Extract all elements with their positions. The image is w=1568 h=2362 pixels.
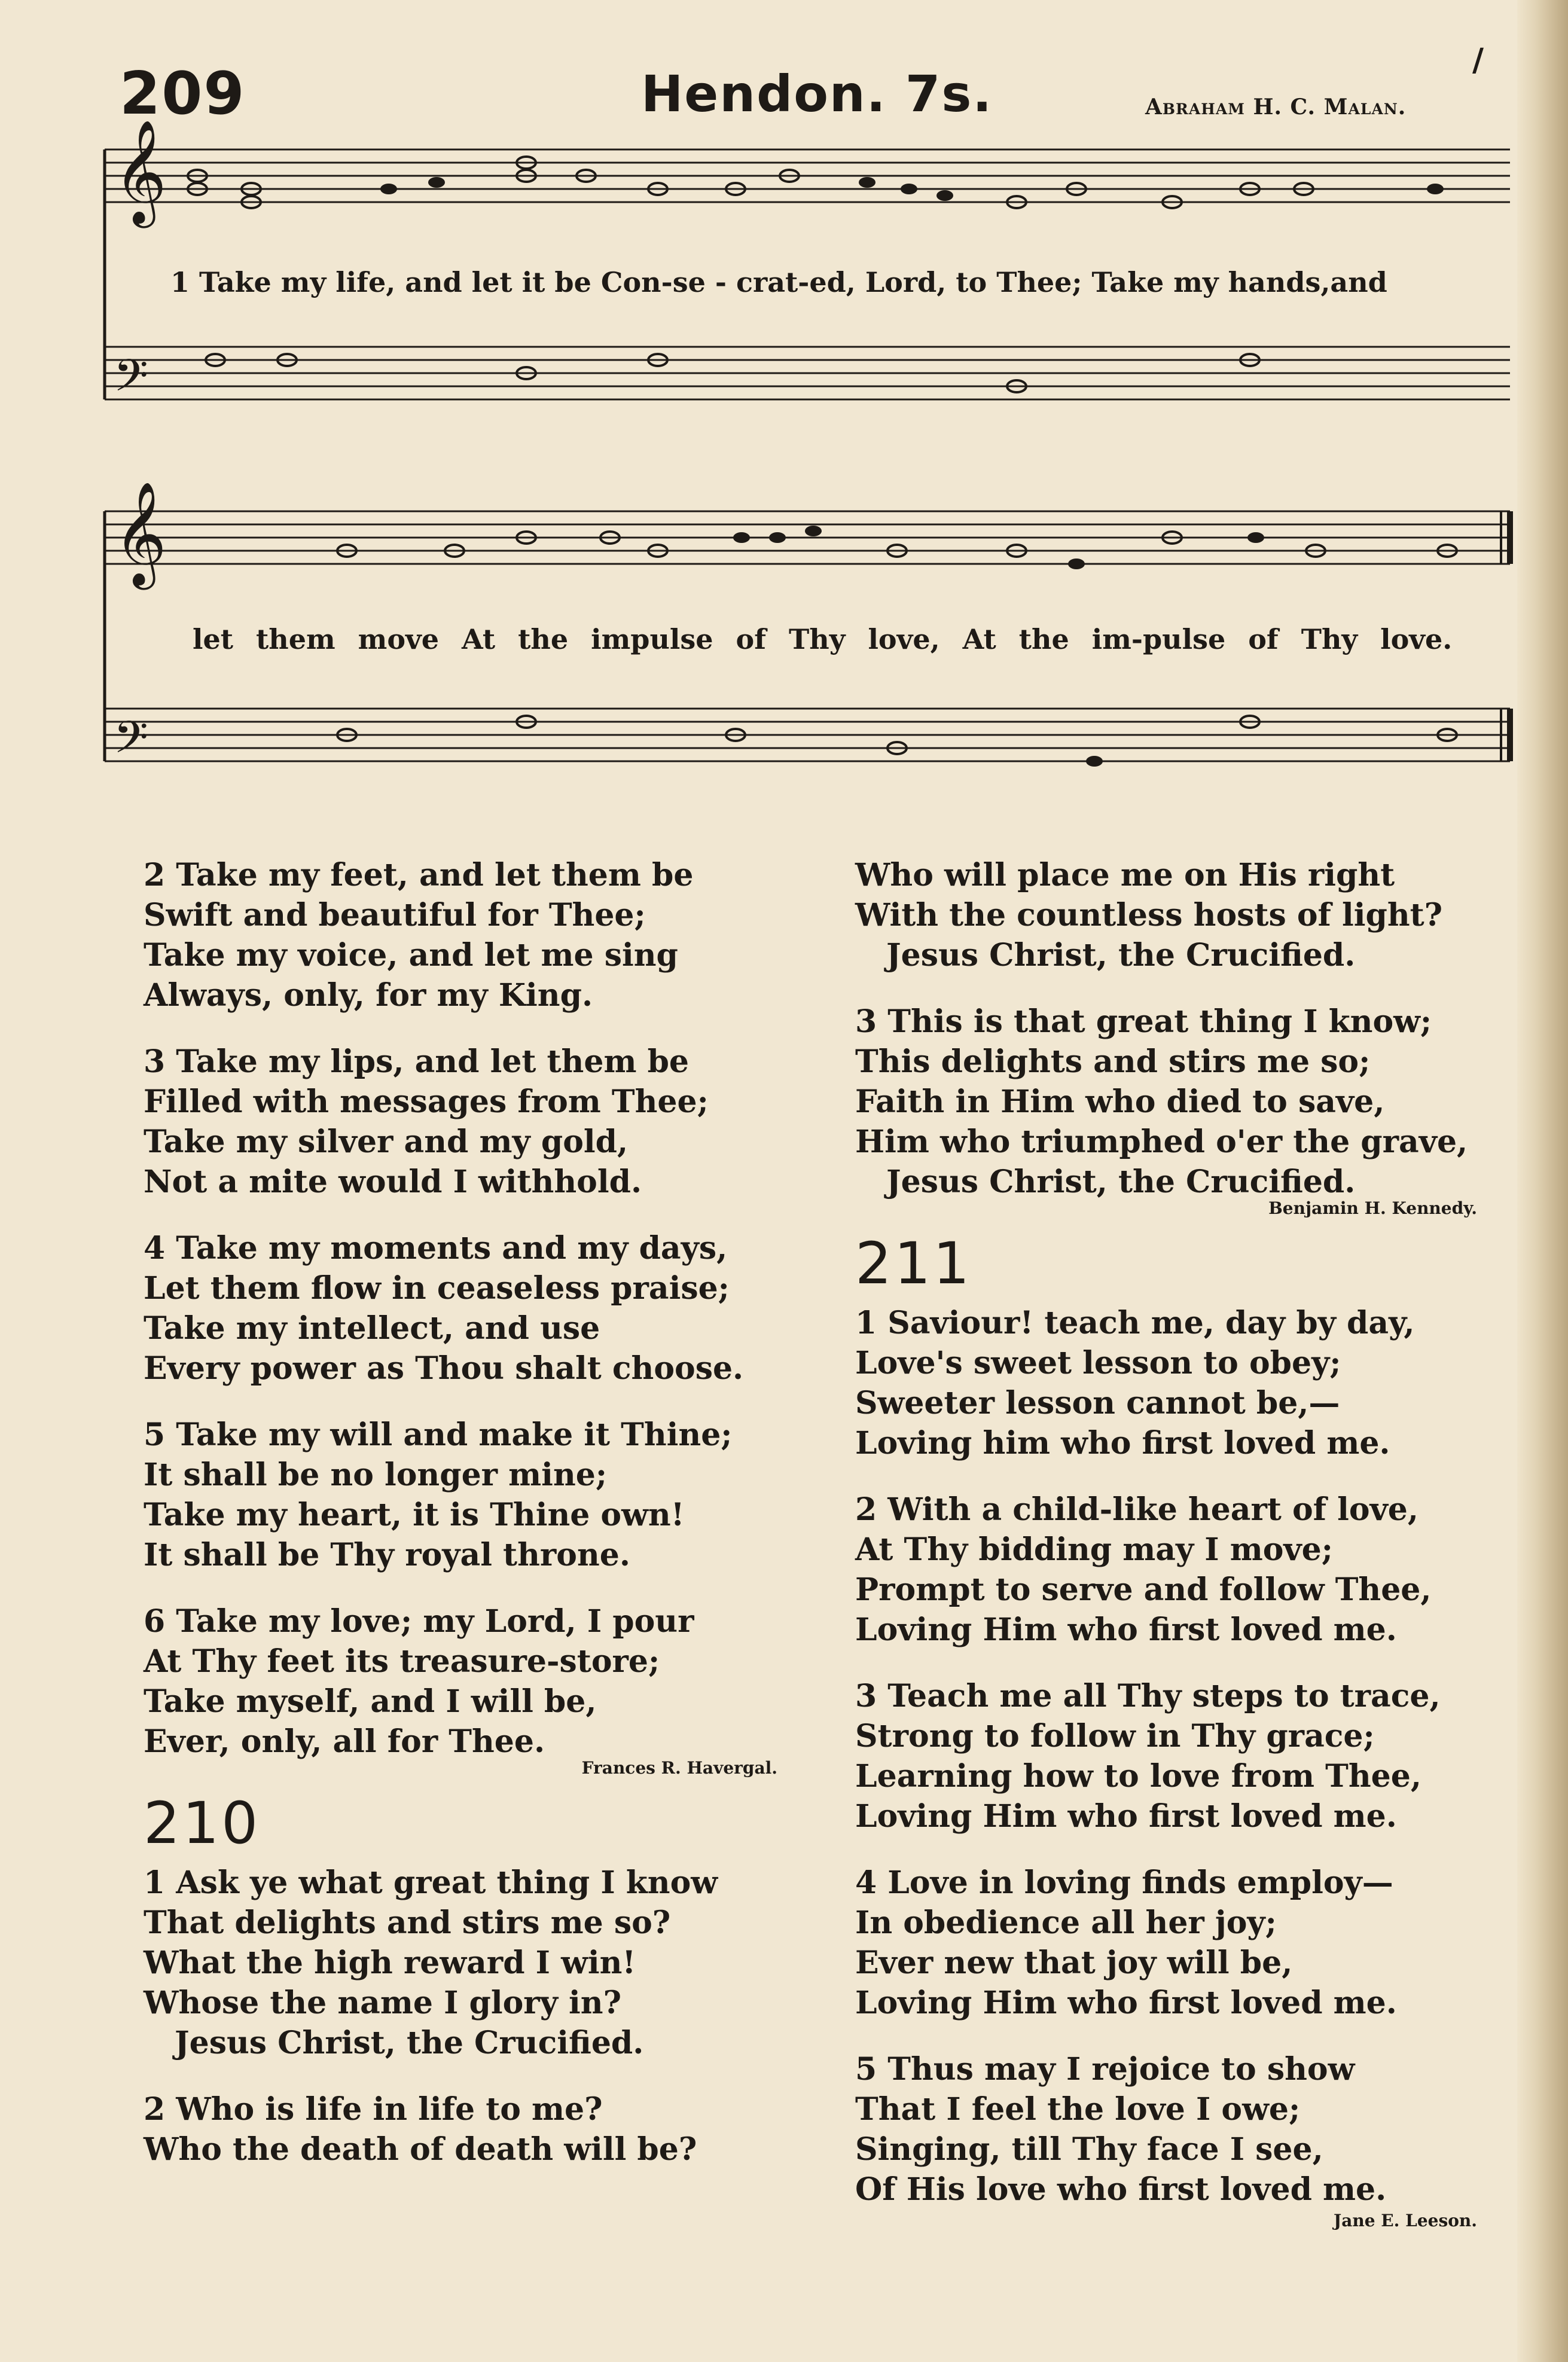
verse-line: It shall be Thy royal throne.: [144, 1537, 630, 1573]
final-barline: [1501, 511, 1510, 761]
verse-line: Learning how to love from Thee,: [855, 1758, 1421, 1795]
hymn-211-stanza-5: [855, 2049, 1507, 2210]
verse-line: This delights and stirs me so;: [855, 1043, 1371, 1080]
refrain-line: Jesus Christ, the Crucified.: [175, 2025, 644, 2061]
verse-line: Take my voice, and let me sing: [144, 937, 678, 974]
corner-mark: /: [1472, 42, 1484, 78]
bass-staff-system-1: [105, 347, 1510, 399]
verse-line: Swift and beautiful for Thee;: [144, 897, 646, 933]
hymn-209-stanza-6: [144, 1601, 789, 1762]
verse-line: Love's sweet lesson to obey;: [855, 1345, 1341, 1381]
verse-line: Him who triumphed o'er the grave,: [855, 1124, 1468, 1160]
verse-line: Take my intellect, and use: [144, 1310, 600, 1347]
verse-line: Always, only, for my King.: [144, 977, 593, 1014]
hymn-210-stanza-2-start: [144, 2089, 789, 2169]
music-score: [0, 0, 1568, 837]
right-column: [855, 855, 1507, 2246]
verse-line: Loving Him who first loved me.: [855, 1612, 1397, 1648]
verse-line: Take myself, and I will be,: [144, 1683, 597, 1720]
author-credit: Benjamin H. Kennedy.: [1268, 1198, 1477, 1218]
verse-line: 2 Who is life in life to me?: [144, 2091, 603, 2128]
tune-title: Hendon. 7s.: [641, 65, 993, 123]
verse-line: 5 Take my will and make it Thine;: [144, 1417, 733, 1453]
treble-clef-icon: 𝄞: [114, 481, 167, 585]
hymn-number-209: 209: [120, 60, 246, 128]
refrain-line: Jesus Christ, the Crucified.: [886, 937, 1356, 974]
verse-line: Take my heart, it is Thine own!: [144, 1497, 685, 1533]
verse-line: Ever new that joy will be,: [855, 1945, 1293, 1981]
verse-line: At Thy feet its treasure-store;: [144, 1643, 660, 1680]
hymn-number-211: 211: [855, 1230, 972, 1297]
verse-line: Who will place me on His right: [855, 857, 1395, 893]
verse-line: 2 With a child-like heart of love,: [855, 1491, 1418, 1528]
verse-line: Not a mite would I withhold.: [144, 1164, 642, 1200]
verse-line: Whose the name I glory in?: [144, 1985, 622, 2021]
verse-line: Of His love who first loved me.: [855, 2171, 1387, 2208]
lyric-line-2: let them move At the impulse of Thy love, At the im-pulse of Thy love.: [193, 623, 1453, 655]
hymn-211-stanza-3: [855, 1676, 1507, 1836]
hymn-210-stanza-3: [855, 1002, 1507, 1202]
verse-line: 5 Thus may I rejoice to show: [855, 2051, 1355, 2088]
verse-line: What the high reward I win!: [144, 1945, 636, 1981]
author-credit: Jane E. Leeson.: [1333, 2211, 1477, 2230]
hymn-209-stanza-5: [144, 1415, 789, 1575]
composer-credit: Abraham H. C. Malan.: [1145, 94, 1407, 120]
hymn-209-stanza-4: [144, 1228, 789, 1388]
verse-line: In obedience all her joy;: [855, 1905, 1277, 1941]
verse-line: Filled with messages from Thee;: [144, 1084, 709, 1120]
verse-line: Take my silver and my gold,: [144, 1124, 629, 1160]
verse-line: Loving Him who first loved me.: [855, 1798, 1397, 1835]
verse-line: 4 Take my moments and my days,: [144, 1230, 728, 1267]
verse-line: Strong to follow in Thy grace;: [855, 1718, 1375, 1754]
hymn-number-210: 210: [144, 1790, 261, 1857]
verse-line: Let them flow in ceaseless praise;: [144, 1270, 730, 1307]
treble-clef-icon: 𝄞: [114, 120, 167, 224]
hymn-210-stanza-1: [144, 1863, 789, 2063]
verse-line: That I feel the love I owe;: [855, 2091, 1301, 2128]
bass-clef-icon: 𝄢: [114, 712, 148, 774]
verse-line: Loving him who first loved me.: [855, 1425, 1390, 1461]
hymn-210-stanza-2-end: [855, 855, 1507, 975]
bass-clef-icon: 𝄢: [114, 350, 148, 413]
hymn-211-stanza-1: [855, 1303, 1507, 1463]
verse-line: 1 Ask ye what great thing I know: [144, 1864, 718, 1901]
refrain-line: Jesus Christ, the Crucified.: [886, 1164, 1356, 1200]
verse-line: With the countless hosts of light?: [855, 897, 1443, 933]
verse-line: 3 Take my lips, and let them be: [144, 1043, 690, 1080]
verse-line: 4 Love in loving finds employ—: [855, 1864, 1393, 1901]
verse-line: Singing, till Thy face I see,: [855, 2131, 1323, 2168]
verse-line: That delights and stirs me so?: [144, 1905, 671, 1941]
verse-line: 3 Teach me all Thy steps to trace,: [855, 1678, 1441, 1714]
verse-line: Faith in Him who died to save,: [855, 1084, 1385, 1120]
verse-line: Who the death of death will be?: [144, 2131, 697, 2168]
hymn-209-stanza-2: [144, 855, 789, 1015]
verse-line: Loving Him who first loved me.: [855, 1985, 1397, 2021]
treble-staff-system-2: [105, 511, 1510, 564]
filled-note-heads-decorative: [380, 177, 1444, 767]
verse-line: 1 Saviour! teach me, day by day,: [855, 1305, 1415, 1341]
lyric-line-1: 1 Take my life, and let it be Con-se - crat-ed, Lord, to Thee; Take my hands,and: [170, 266, 1387, 298]
hymn-211-stanza-2: [855, 1490, 1507, 1650]
hymn-209-stanza-3: [144, 1042, 789, 1202]
bass-staff-system-2: [105, 709, 1510, 761]
hymn-211-stanza-4: [855, 1863, 1507, 2023]
verse-line: At Thy bidding may I move;: [855, 1531, 1333, 1568]
verse-line: 6 Take my love; my Lord, I pour: [144, 1603, 694, 1640]
verse-line: It shall be no longer mine;: [144, 1457, 608, 1493]
verse-line: 3 This is that great thing I know;: [855, 1003, 1432, 1040]
verse-line: 2 Take my feet, and let them be: [144, 857, 694, 893]
verse-line: Ever, only, all for Thee.: [144, 1723, 545, 1760]
verse-line: Sweeter lesson cannot be,—: [855, 1385, 1340, 1421]
note-heads-decorative: [188, 157, 1457, 754]
verse-line: Prompt to serve and follow Thee,: [855, 1571, 1432, 1608]
left-column: [144, 855, 789, 2196]
author-credit: Frances R. Havergal.: [581, 1758, 777, 1778]
verse-line: Every power as Thou shalt choose.: [144, 1350, 744, 1387]
